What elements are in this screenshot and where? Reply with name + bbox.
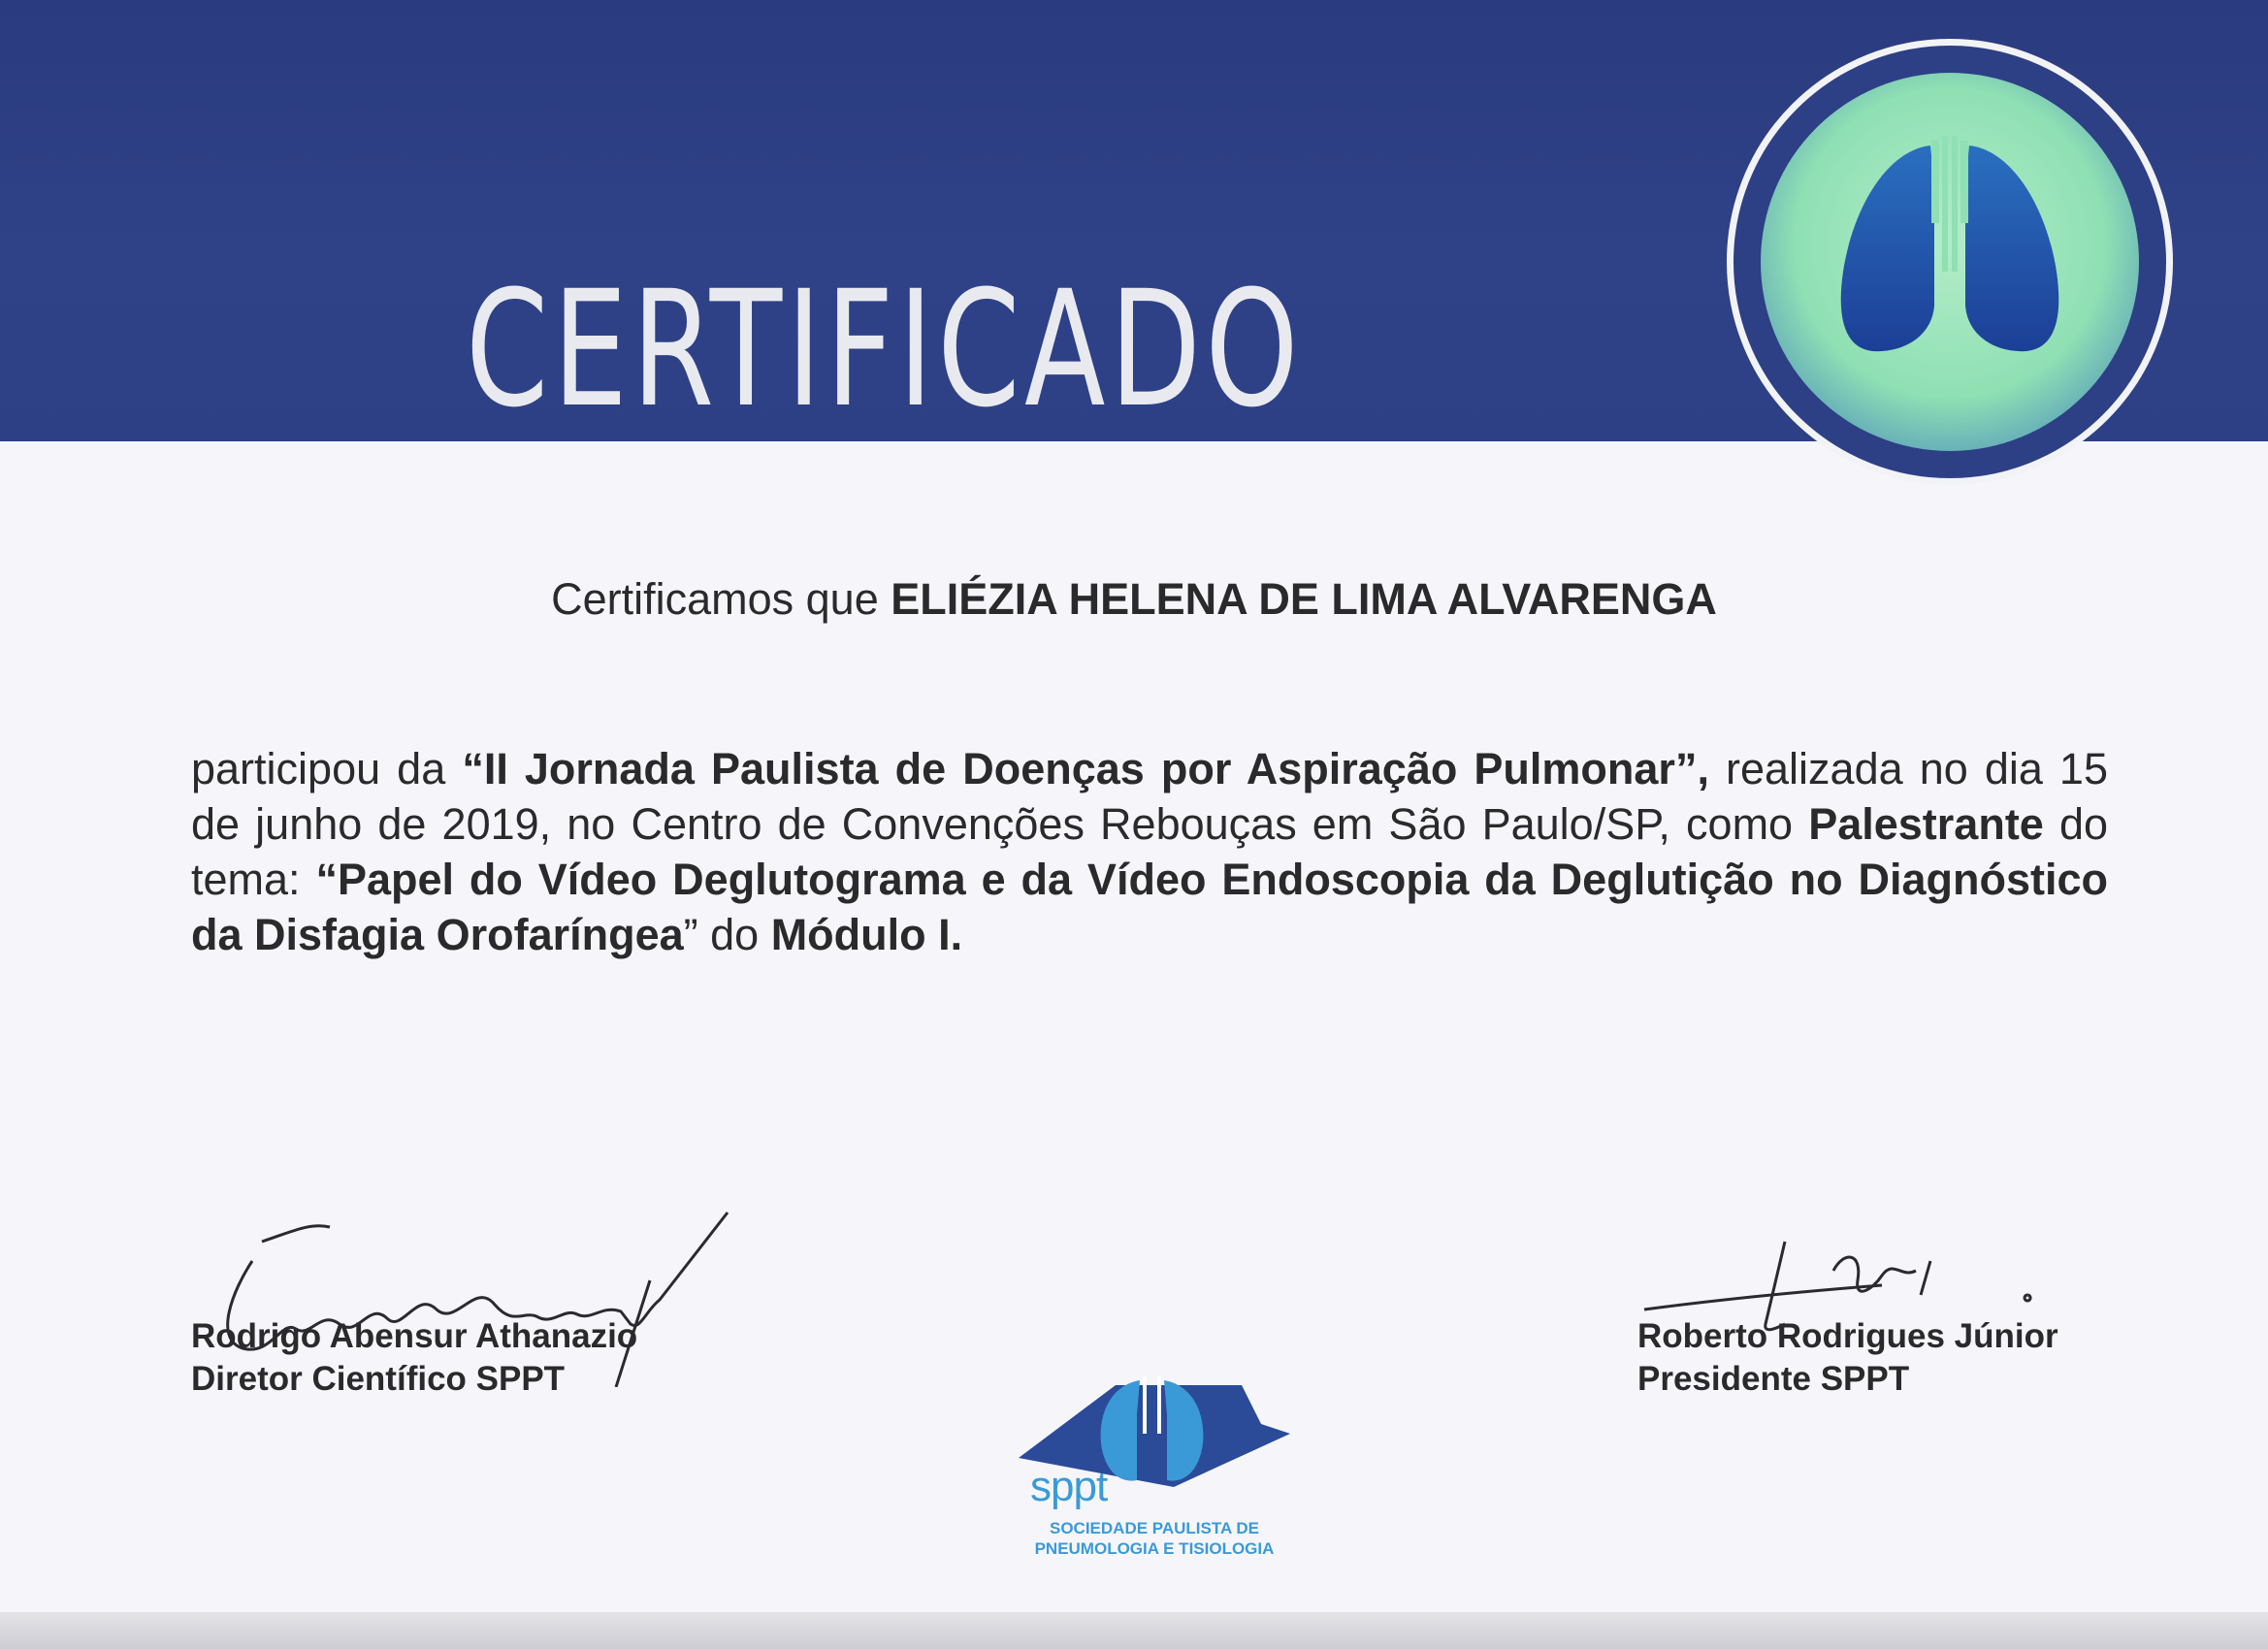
lungs-emblem (1727, 39, 2173, 485)
participant-role: Palestrante (1808, 799, 2044, 849)
signer-left-name: Rodrigo Abensur Athanazio (191, 1317, 638, 1355)
signer-right-title: Presidente SPPT (1637, 1360, 1910, 1398)
recipient-name: ELIÉZIA HELENA DE LIMA ALVARENGA (891, 574, 1717, 624)
logo-caption-line1: SOCIEDADE PAULISTA DE (1050, 1519, 1259, 1537)
signature-left (191, 1315, 637, 1401)
body-text-4: ” do (683, 910, 771, 959)
recipient-intro: Certificamos que (551, 574, 891, 624)
signer-right-name: Roberto Rodrigues Júnior (1637, 1317, 2058, 1355)
logo-caption (999, 1518, 1310, 1559)
certificate-body (191, 741, 2108, 962)
body-text-3: do tema: (191, 799, 2108, 904)
body-text-1: participou da (191, 744, 463, 793)
logo-acronym: sppt (1030, 1463, 1108, 1510)
module-name: Módulo I. (770, 910, 963, 959)
event-name: “II Jornada Paulista de Doenças por Aspiração Pulmonar”, (462, 744, 1709, 793)
lungs-icon-graphic (1814, 126, 2086, 398)
lungs-icon (1761, 73, 2139, 451)
body-text-2: realizada no dia 15 de junho de 2019, no Centro de Convenções Rebouças em São Paulo/SP, como (191, 744, 2108, 849)
recipient-line (0, 570, 2268, 629)
signature-right (1637, 1315, 2058, 1401)
scan-bottom-edge (0, 1612, 2268, 1649)
certificate-title: CERTIFICADO (466, 256, 1303, 442)
logo-caption-line2: PNEUMOLOGIA E TISIOLOGIA (1034, 1539, 1275, 1558)
talk-topic: “Papel do Vídeo Deglutograma e da Vídeo Endoscopia da Deglutição no Diagnóstico da Disfagia Orofaríngea (191, 855, 2108, 959)
signer-left-title: Diretor Científico SPPT (191, 1360, 566, 1398)
